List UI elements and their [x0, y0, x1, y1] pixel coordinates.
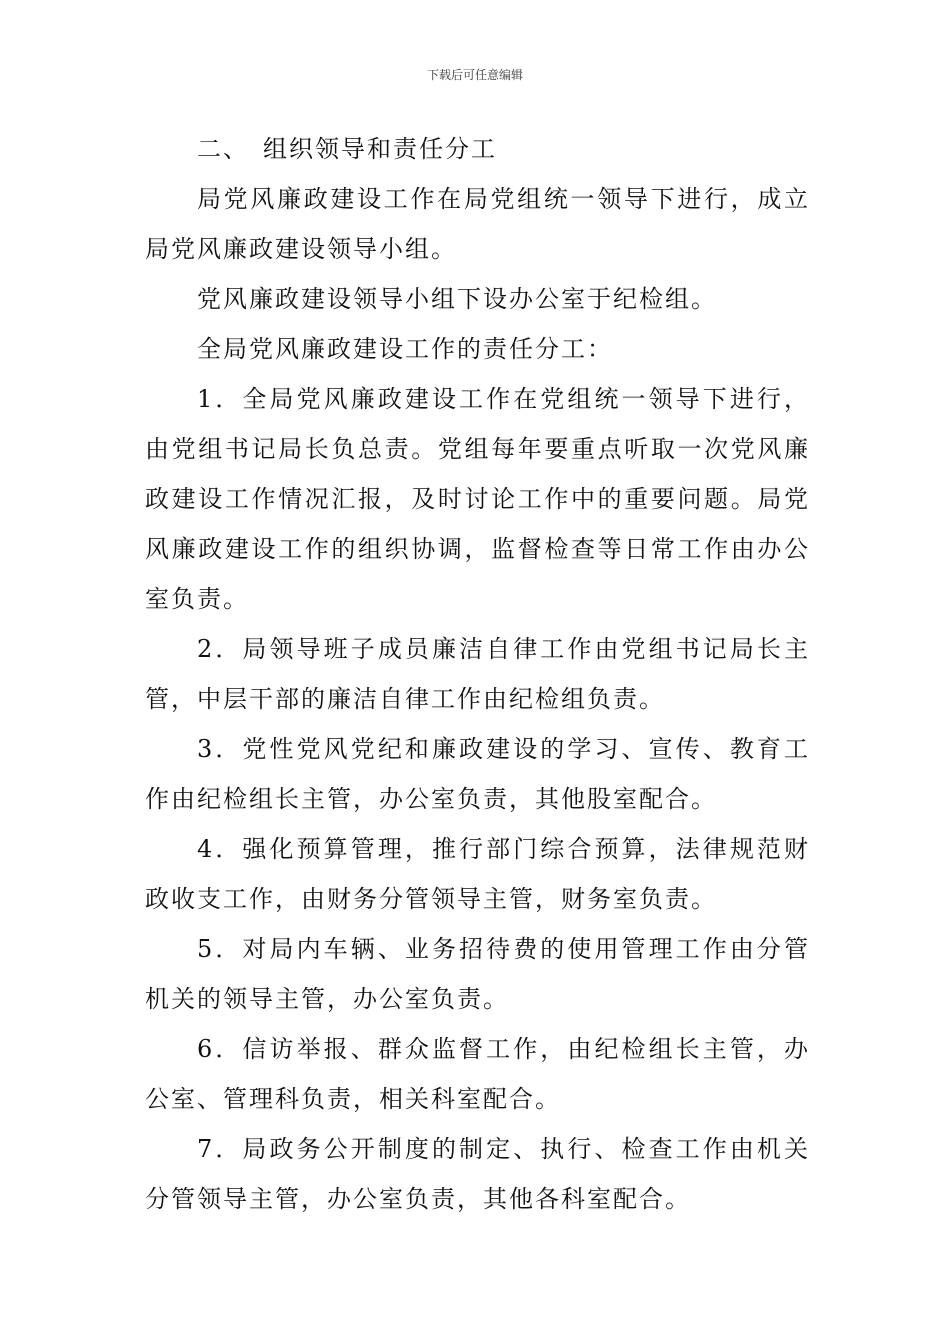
- header-note: 下载后可任意编辑: [426, 68, 523, 82]
- paragraph: 局党风廉政建设工作在局党组统一领导下进行，成立局党风廉政建设领导小组。: [145, 185, 810, 263]
- list-item-6: 6．信访举报、群众监督工作，由纪检组长主管，办公室、管理科负责，相关科室配合。: [145, 1035, 810, 1113]
- document-body: [145, 124, 810, 1224]
- list-item-3: 3．党性党风党纪和廉政建设的学习、宣传、教育工作由纪检组长主管，办公室负责，其他股室配合。: [145, 735, 810, 813]
- paragraph: 党风廉政建设领导小组下设办公室于纪检组。: [197, 285, 717, 313]
- section-number: 二、: [197, 135, 249, 163]
- list-item-5: 5．对局内车辆、业务招待费的使用管理工作由分管机关的领导主管，办公室负责。: [145, 935, 810, 1013]
- list-item-4: 4．强化预算管理，推行部门综合预算，法律规范财政收支工作，由财务分管领导主管，财务室负责。: [145, 835, 810, 913]
- list-item-2: 2．局领导班子成员廉洁自律工作由党组书记局长主管，中层干部的廉洁自律工作由纪检组负责。: [145, 635, 810, 713]
- section-heading: [145, 124, 810, 174]
- list-item-1: 1．全局党风廉政建设工作在党组统一领导下进行，由党组书记局长负总责。党组每年要重点听取一次党风廉政建设工作情况汇报，及时讨论工作中的重要问题。局党风廉政建设工作的组织协调，监督检查等日常工作由办公室负责。: [145, 385, 810, 613]
- paragraph: 全局党风廉政建设工作的责任分工：: [197, 335, 613, 363]
- section-title: 组织领导和责任分工: [263, 135, 497, 163]
- list-item-7: 7．局政务公开制度的制定、执行、检查工作由机关分管领导主管，办公室负责，其他各科室配合。: [145, 1135, 810, 1213]
